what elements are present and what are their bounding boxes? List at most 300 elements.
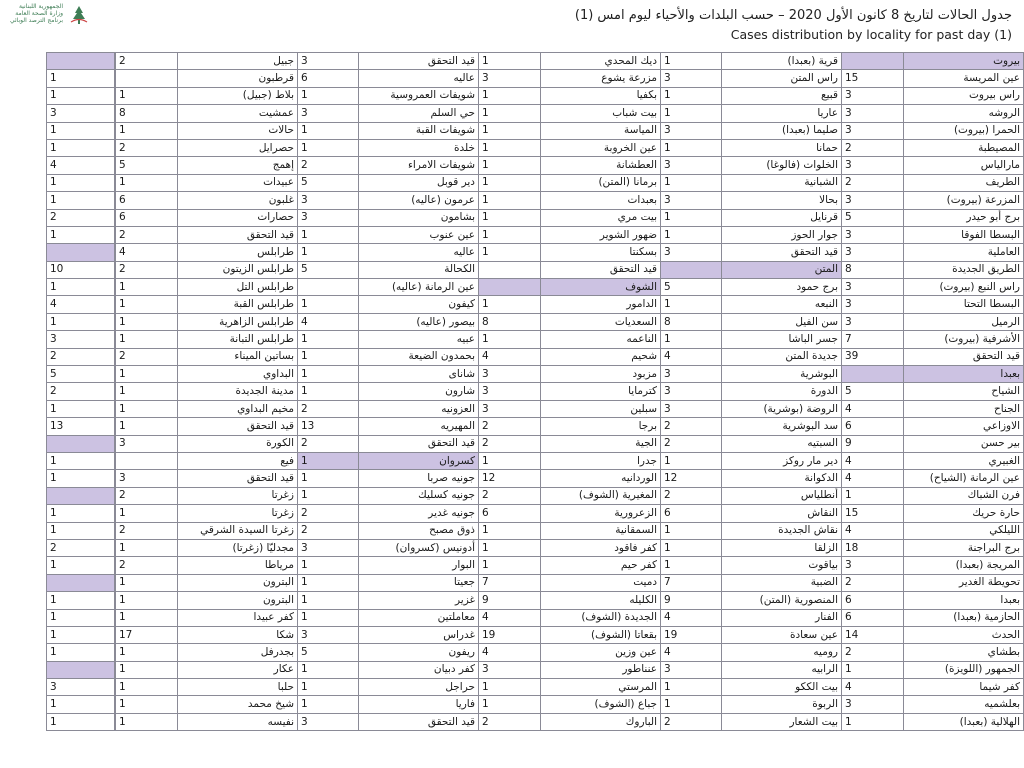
locality-name-cell: النقاش bbox=[722, 505, 842, 522]
locality-name-cell: حصرايل bbox=[178, 139, 298, 156]
locality-name-cell: كفر فاقود bbox=[541, 539, 661, 556]
locality-name-cell: شيخ محمد bbox=[178, 696, 298, 713]
district-header-cell bbox=[115, 487, 116, 504]
case-count-cell: 3 bbox=[47, 679, 115, 696]
locality-name-cell: دير قوبل bbox=[359, 174, 479, 191]
case-count-cell: 1 bbox=[298, 557, 359, 574]
case-count-cell: 1 bbox=[47, 470, 115, 487]
case-count-cell: 2 bbox=[479, 487, 541, 504]
case-count-cell: 2 bbox=[116, 53, 178, 70]
case-count-cell: 1 bbox=[116, 696, 178, 713]
case-count-cell: 1 bbox=[842, 487, 904, 504]
case-count-cell: 14 bbox=[842, 626, 904, 643]
locality-name-cell: السعديات bbox=[541, 313, 661, 330]
locality-name-cell bbox=[115, 192, 116, 209]
case-count-cell: 2 bbox=[842, 139, 904, 156]
case-count-cell: 4 bbox=[479, 609, 541, 626]
case-count-cell: 3 bbox=[298, 713, 359, 730]
table-row bbox=[47, 105, 1024, 122]
locality-name-cell: كترمايا bbox=[541, 383, 661, 400]
locality-name-cell bbox=[115, 609, 116, 626]
locality-name-cell: بجدرفل bbox=[178, 644, 298, 661]
case-count-cell: 1 bbox=[298, 661, 359, 678]
case-count-cell: 3 bbox=[842, 157, 904, 174]
case-count-cell: 1 bbox=[116, 609, 178, 626]
case-count-cell bbox=[47, 244, 115, 261]
locality-name-cell: قيد التحقق bbox=[359, 435, 479, 452]
case-count-cell: 1 bbox=[298, 139, 359, 156]
locality-name-cell: برج حمود bbox=[722, 279, 842, 296]
case-count-cell: 3 bbox=[661, 400, 722, 417]
case-count-cell: 2 bbox=[116, 226, 178, 243]
locality-name-cell bbox=[115, 174, 116, 191]
district-header-cell bbox=[115, 53, 116, 70]
case-count-cell: 1 bbox=[842, 713, 904, 730]
locality-name-cell: تحويطة الغدير bbox=[904, 574, 1024, 591]
case-count-cell: 2 bbox=[842, 574, 904, 591]
case-count-cell: 1 bbox=[116, 679, 178, 696]
table-row bbox=[47, 313, 1024, 330]
locality-name-cell: البسطا الفوقا bbox=[904, 226, 1024, 243]
case-count-cell: 1 bbox=[298, 296, 359, 313]
case-count-cell: 7 bbox=[661, 574, 722, 591]
locality-name-cell: عاليه bbox=[359, 70, 479, 87]
case-count-cell: 1 bbox=[661, 87, 722, 104]
case-count-cell: 3 bbox=[298, 105, 359, 122]
locality-name-cell: ذوق مصبح bbox=[359, 522, 479, 539]
case-count-cell: 1 bbox=[47, 557, 115, 574]
locality-name-cell: الربوة bbox=[722, 696, 842, 713]
table-row bbox=[47, 592, 1024, 609]
locality-name-cell: بكفيا bbox=[541, 87, 661, 104]
case-count-cell: 1 bbox=[479, 105, 541, 122]
locality-name-cell: الجديدة (الشوف) bbox=[541, 609, 661, 626]
case-count-cell bbox=[47, 487, 115, 504]
case-count-cell: 2 bbox=[479, 435, 541, 452]
case-count-cell: 1 bbox=[47, 452, 115, 469]
locality-name-cell: الغبيري bbox=[904, 452, 1024, 469]
table-row bbox=[47, 574, 1024, 591]
locality-name-cell: المزرعة (بيروت) bbox=[904, 192, 1024, 209]
case-count-cell: 3 bbox=[842, 192, 904, 209]
locality-name-cell: راس بيروت bbox=[904, 87, 1024, 104]
case-count-cell: 1 bbox=[47, 226, 115, 243]
locality-name-cell bbox=[115, 505, 116, 522]
case-count-cell: 4 bbox=[661, 348, 722, 365]
locality-name-cell: النبعه bbox=[722, 296, 842, 313]
locality-name-cell: المصيطبة bbox=[904, 139, 1024, 156]
case-count-cell: 1 bbox=[298, 487, 359, 504]
locality-name-cell: بيت الشعار bbox=[722, 713, 842, 730]
case-count-cell: 1 bbox=[661, 452, 722, 469]
locality-name-cell: العزونيه bbox=[359, 400, 479, 417]
locality-name-cell: العاملية bbox=[904, 244, 1024, 261]
case-count-cell: 1 bbox=[298, 348, 359, 365]
case-count-cell: 2 bbox=[661, 435, 722, 452]
locality-name-cell bbox=[115, 713, 116, 730]
table-row bbox=[47, 209, 1024, 226]
case-count-cell: 1 bbox=[116, 296, 178, 313]
case-count-cell: 6 bbox=[661, 505, 722, 522]
case-count-cell: 1 bbox=[661, 105, 722, 122]
case-count-cell bbox=[47, 435, 115, 452]
locality-name-cell: البترون bbox=[178, 574, 298, 591]
ministry-logo bbox=[8, 3, 90, 29]
case-count-cell: 1 bbox=[298, 592, 359, 609]
case-count-cell: 4 bbox=[842, 400, 904, 417]
case-count-cell: 1 bbox=[47, 313, 115, 330]
locality-name-cell: بحالا bbox=[722, 192, 842, 209]
case-count-cell: 1 bbox=[116, 644, 178, 661]
case-count-cell: 2 bbox=[47, 383, 115, 400]
case-count-cell bbox=[116, 452, 178, 469]
case-count-cell bbox=[47, 574, 115, 591]
locality-name-cell: فاريا bbox=[359, 696, 479, 713]
locality-name-cell: السبتيه bbox=[722, 435, 842, 452]
case-count-cell: 2 bbox=[298, 522, 359, 539]
locality-name-cell: مزبود bbox=[541, 366, 661, 383]
case-count-cell bbox=[479, 279, 541, 296]
case-count-cell: 1 bbox=[116, 366, 178, 383]
case-count-cell: 1 bbox=[479, 87, 541, 104]
district-header-cell bbox=[115, 244, 116, 261]
case-count-cell: 1 bbox=[116, 661, 178, 678]
case-count-cell: 1 bbox=[661, 696, 722, 713]
case-count-cell: 1 bbox=[116, 400, 178, 417]
locality-name-cell bbox=[115, 157, 116, 174]
table-row bbox=[47, 679, 1024, 696]
case-count-cell: 39 bbox=[842, 348, 904, 365]
locality-name-cell: بشامون bbox=[359, 209, 479, 226]
district-header-cell: كسروان bbox=[359, 452, 479, 469]
case-count-cell: 2 bbox=[479, 713, 541, 730]
case-count-cell: 1 bbox=[47, 626, 115, 643]
locality-name-cell: الدامور bbox=[541, 296, 661, 313]
case-count-cell: 3 bbox=[661, 157, 722, 174]
case-count-cell: 1 bbox=[116, 574, 178, 591]
locality-name-cell: الضبية bbox=[722, 574, 842, 591]
locality-name-cell: سبلين bbox=[541, 400, 661, 417]
locality-name-cell: بيت الككو bbox=[722, 679, 842, 696]
locality-name-cell: عين سعادة bbox=[722, 626, 842, 643]
locality-name-cell: شويفات العمروسية bbox=[359, 87, 479, 104]
locality-name-cell: غزير bbox=[359, 592, 479, 609]
case-count-cell: 1 bbox=[47, 139, 115, 156]
locality-name-cell: الزلقا bbox=[722, 539, 842, 556]
case-count-cell: 1 bbox=[661, 557, 722, 574]
locality-name-cell: قرطبون bbox=[178, 70, 298, 87]
locality-name-cell: مدينة الجديدة bbox=[178, 383, 298, 400]
locality-name-cell: الروضة (بوشرية) bbox=[722, 400, 842, 417]
locality-name-cell bbox=[115, 105, 116, 122]
case-count-cell: 1 bbox=[479, 679, 541, 696]
case-count-cell: 1 bbox=[479, 331, 541, 348]
case-count-cell: 6 bbox=[116, 192, 178, 209]
locality-name-cell: الاوزاعي bbox=[904, 418, 1024, 435]
locality-name-cell bbox=[115, 70, 116, 87]
locality-name-cell: مزرعة يشوع bbox=[541, 70, 661, 87]
case-count-cell: 1 bbox=[298, 331, 359, 348]
locality-name-cell: قيد التحقق bbox=[541, 261, 661, 278]
locality-name-cell: جسر الباشا bbox=[722, 331, 842, 348]
locality-name-cell: الفنار bbox=[722, 609, 842, 626]
table-row bbox=[47, 696, 1024, 713]
case-count-cell: 3 bbox=[842, 122, 904, 139]
locality-name-cell: الهلالية (بعبدا) bbox=[904, 713, 1024, 730]
locality-name-cell: حالات bbox=[178, 122, 298, 139]
locality-name-cell: معاملتين bbox=[359, 609, 479, 626]
case-count-cell: 10 bbox=[47, 261, 115, 278]
table-row bbox=[47, 139, 1024, 156]
locality-name-cell: حارة حريك bbox=[904, 505, 1024, 522]
table-row bbox=[47, 244, 1024, 261]
case-count-cell: 1 bbox=[47, 279, 115, 296]
locality-name-cell: نقاش الجديدة bbox=[722, 522, 842, 539]
locality-name-cell: جونيه غدير bbox=[359, 505, 479, 522]
locality-name-cell: شحيم bbox=[541, 348, 661, 365]
locality-name-cell: روميه bbox=[722, 644, 842, 661]
case-count-cell: 8 bbox=[661, 313, 722, 330]
table-row bbox=[47, 296, 1024, 313]
locality-name-cell: المغيرية (الشوف) bbox=[541, 487, 661, 504]
case-count-cell bbox=[298, 279, 359, 296]
case-count-cell: 3 bbox=[298, 53, 359, 70]
locality-name-cell bbox=[115, 348, 116, 365]
case-count-cell: 12 bbox=[661, 470, 722, 487]
case-count-cell bbox=[479, 261, 541, 278]
locality-name-cell: خلدة bbox=[359, 139, 479, 156]
case-count-cell: 4 bbox=[298, 313, 359, 330]
locality-name-cell: كفر شيما bbox=[904, 679, 1024, 696]
case-count-cell: 1 bbox=[116, 383, 178, 400]
locality-name-cell: كفر حيم bbox=[541, 557, 661, 574]
case-count-cell: 1 bbox=[116, 122, 178, 139]
locality-name-cell: نفيسه bbox=[178, 713, 298, 730]
district-header-cell bbox=[115, 661, 116, 678]
case-count-cell: 1 bbox=[47, 400, 115, 417]
locality-name-cell: بقعاتا (الشوف) bbox=[541, 626, 661, 643]
table-row bbox=[47, 539, 1024, 556]
locality-name-cell: راس النبع (بيروت) bbox=[904, 279, 1024, 296]
locality-name-cell: عين وزين bbox=[541, 644, 661, 661]
locality-name-cell: الروشه bbox=[904, 105, 1024, 122]
locality-name-cell: قيد التحقق bbox=[359, 713, 479, 730]
locality-name-cell bbox=[115, 279, 116, 296]
cases-distribution-table bbox=[46, 52, 1024, 731]
case-count-cell: 1 bbox=[298, 87, 359, 104]
case-count-cell: 1 bbox=[298, 574, 359, 591]
locality-name-cell bbox=[115, 539, 116, 556]
case-count-cell: 1 bbox=[47, 122, 115, 139]
case-count-cell: 5 bbox=[47, 366, 115, 383]
case-count-cell: 9 bbox=[842, 435, 904, 452]
locality-name-cell bbox=[115, 400, 116, 417]
locality-name-cell: عين الخروبة bbox=[541, 139, 661, 156]
logo-text: الجمهورية اللبنانية وزارة الصحة العامة برنامج الترصد الوبائي bbox=[9, 3, 63, 24]
case-count-cell: 2 bbox=[116, 557, 178, 574]
locality-name-cell: برمانا (المتن) bbox=[541, 174, 661, 191]
case-count-cell: 6 bbox=[298, 70, 359, 87]
locality-name-cell: الأشرفية (بيروت) bbox=[904, 331, 1024, 348]
locality-name-cell: الوردانيه bbox=[541, 470, 661, 487]
case-count-cell: 3 bbox=[661, 70, 722, 87]
table-row bbox=[47, 487, 1024, 504]
table-row bbox=[47, 626, 1024, 643]
locality-name-cell: حمانا bbox=[722, 139, 842, 156]
locality-name-cell: الطريق الجديدة bbox=[904, 261, 1024, 278]
case-count-cell: 1 bbox=[298, 226, 359, 243]
case-count-cell: 4 bbox=[116, 244, 178, 261]
table-row bbox=[47, 609, 1024, 626]
case-count-cell: 1 bbox=[116, 713, 178, 730]
locality-name-cell: أنطلياس bbox=[722, 487, 842, 504]
case-count-cell: 3 bbox=[298, 192, 359, 209]
locality-name-cell: بير حسن bbox=[904, 435, 1024, 452]
locality-name-cell bbox=[115, 331, 116, 348]
locality-name-cell: الجمهور (اللويزة) bbox=[904, 661, 1024, 678]
locality-name-cell: البوار bbox=[359, 557, 479, 574]
locality-name-cell: فيع bbox=[178, 452, 298, 469]
locality-name-cell: قبيع bbox=[722, 87, 842, 104]
case-count-cell: 3 bbox=[479, 400, 541, 417]
case-count-cell: 8 bbox=[842, 261, 904, 278]
case-count-cell: 5 bbox=[842, 209, 904, 226]
case-count-cell: 13 bbox=[298, 418, 359, 435]
locality-name-cell: كفر عبيدا bbox=[178, 609, 298, 626]
locality-name-cell: بيت شباب bbox=[541, 105, 661, 122]
case-count-cell: 7 bbox=[479, 574, 541, 591]
locality-name-cell: شويفات القبة bbox=[359, 122, 479, 139]
case-count-cell: 4 bbox=[842, 679, 904, 696]
table-row bbox=[47, 418, 1024, 435]
locality-name-cell bbox=[115, 261, 116, 278]
case-count-cell: 1 bbox=[479, 139, 541, 156]
case-count-cell: 2 bbox=[116, 522, 178, 539]
ministry-emblem-icon bbox=[68, 4, 90, 26]
case-count-cell bbox=[661, 261, 722, 278]
case-count-cell: 3 bbox=[661, 383, 722, 400]
locality-name-cell: بحمدون الضيعة bbox=[359, 348, 479, 365]
locality-name-cell: قرنايل bbox=[722, 209, 842, 226]
locality-name-cell bbox=[115, 679, 116, 696]
locality-name-cell: شكا bbox=[178, 626, 298, 643]
locality-name-cell: بعبدا bbox=[904, 592, 1024, 609]
locality-name-cell: شانای bbox=[359, 366, 479, 383]
locality-name-cell: السمقانية bbox=[541, 522, 661, 539]
locality-name-cell: عاليه bbox=[359, 244, 479, 261]
case-count-cell: 1 bbox=[479, 296, 541, 313]
locality-name-cell: عين المريسة bbox=[904, 70, 1024, 87]
case-count-cell: 2 bbox=[661, 713, 722, 730]
locality-name-cell: قيد التحقق bbox=[178, 418, 298, 435]
case-count-cell: 2 bbox=[116, 261, 178, 278]
locality-name-cell: حصارات bbox=[178, 209, 298, 226]
locality-name-cell: الخلوات (فالوغا) bbox=[722, 157, 842, 174]
locality-name-cell: حي السلم bbox=[359, 105, 479, 122]
locality-name-cell: طرابلس القبة bbox=[178, 296, 298, 313]
case-count-cell: 1 bbox=[661, 209, 722, 226]
locality-name-cell bbox=[115, 418, 116, 435]
locality-name-cell: كيفون bbox=[359, 296, 479, 313]
case-count-cell: 6 bbox=[842, 418, 904, 435]
locality-name-cell: الدكوانة bbox=[722, 470, 842, 487]
case-count-cell: 3 bbox=[116, 435, 178, 452]
locality-name-cell bbox=[115, 522, 116, 539]
case-count-cell: 1 bbox=[116, 313, 178, 330]
locality-name-cell: قرية (بعبدا) bbox=[722, 53, 842, 70]
case-count-cell: 1 bbox=[661, 226, 722, 243]
locality-name-cell: المرستي bbox=[541, 679, 661, 696]
case-count-cell: 3 bbox=[842, 244, 904, 261]
locality-name-cell bbox=[115, 122, 116, 139]
district-header-cell bbox=[115, 435, 116, 452]
locality-name-cell: قيد التحقق bbox=[904, 348, 1024, 365]
case-count-cell: 1 bbox=[661, 539, 722, 556]
case-count-cell: 1 bbox=[479, 174, 541, 191]
case-count-cell: 1 bbox=[47, 609, 115, 626]
case-count-cell: 4 bbox=[661, 609, 722, 626]
table-row bbox=[47, 383, 1024, 400]
table-row bbox=[47, 470, 1024, 487]
locality-name-cell: برج أبو حيدر bbox=[904, 209, 1024, 226]
case-count-cell: 1 bbox=[298, 470, 359, 487]
locality-name-cell bbox=[115, 313, 116, 330]
case-count-cell: 6 bbox=[479, 505, 541, 522]
case-count-cell: 3 bbox=[661, 661, 722, 678]
locality-name-cell: سد البوشرية bbox=[722, 418, 842, 435]
case-count-cell: 6 bbox=[116, 209, 178, 226]
case-count-cell: 1 bbox=[479, 226, 541, 243]
locality-name-cell bbox=[115, 592, 116, 609]
locality-name-cell: مجدليّا (زغرتا) bbox=[178, 539, 298, 556]
locality-name-cell: جوار الحوز bbox=[722, 226, 842, 243]
case-count-cell: 18 bbox=[842, 539, 904, 556]
case-count-cell: 1 bbox=[479, 209, 541, 226]
case-count-cell: 1 bbox=[116, 592, 178, 609]
locality-name-cell bbox=[115, 226, 116, 243]
case-count-cell: 5 bbox=[842, 383, 904, 400]
case-count-cell: 13 bbox=[47, 418, 115, 435]
locality-name-cell: الجية bbox=[541, 435, 661, 452]
case-count-cell: 1 bbox=[298, 122, 359, 139]
case-count-cell: 1 bbox=[47, 87, 115, 104]
locality-name-cell: عبيدات bbox=[178, 174, 298, 191]
case-count-cell: 1 bbox=[47, 644, 115, 661]
case-count-cell: 1 bbox=[661, 53, 722, 70]
locality-name-cell: بعلشميه bbox=[904, 696, 1024, 713]
case-count-cell: 1 bbox=[47, 713, 115, 730]
case-count-cell: 17 bbox=[116, 626, 178, 643]
locality-name-cell: العطشانة bbox=[541, 157, 661, 174]
case-count-cell: 1 bbox=[47, 505, 115, 522]
case-count-cell bbox=[47, 661, 115, 678]
case-count-cell: 1 bbox=[479, 157, 541, 174]
locality-name-cell: ريفون bbox=[359, 644, 479, 661]
case-count-cell: 4 bbox=[842, 470, 904, 487]
locality-name-cell: قيد التحقق bbox=[722, 244, 842, 261]
table-row bbox=[47, 435, 1024, 452]
case-count-cell: 3 bbox=[479, 366, 541, 383]
locality-name-cell: مارالياس bbox=[904, 157, 1024, 174]
case-count-cell: 1 bbox=[661, 296, 722, 313]
table-row bbox=[47, 192, 1024, 209]
locality-name-cell: بلاط (جبيل) bbox=[178, 87, 298, 104]
locality-name-cell: زغرتا السيدة الشرقي bbox=[178, 522, 298, 539]
locality-name-cell: برج البراجنة bbox=[904, 539, 1024, 556]
locality-name-cell: عمشيت bbox=[178, 105, 298, 122]
locality-name-cell: عاريا bbox=[722, 105, 842, 122]
locality-name-cell: سن الفيل bbox=[722, 313, 842, 330]
